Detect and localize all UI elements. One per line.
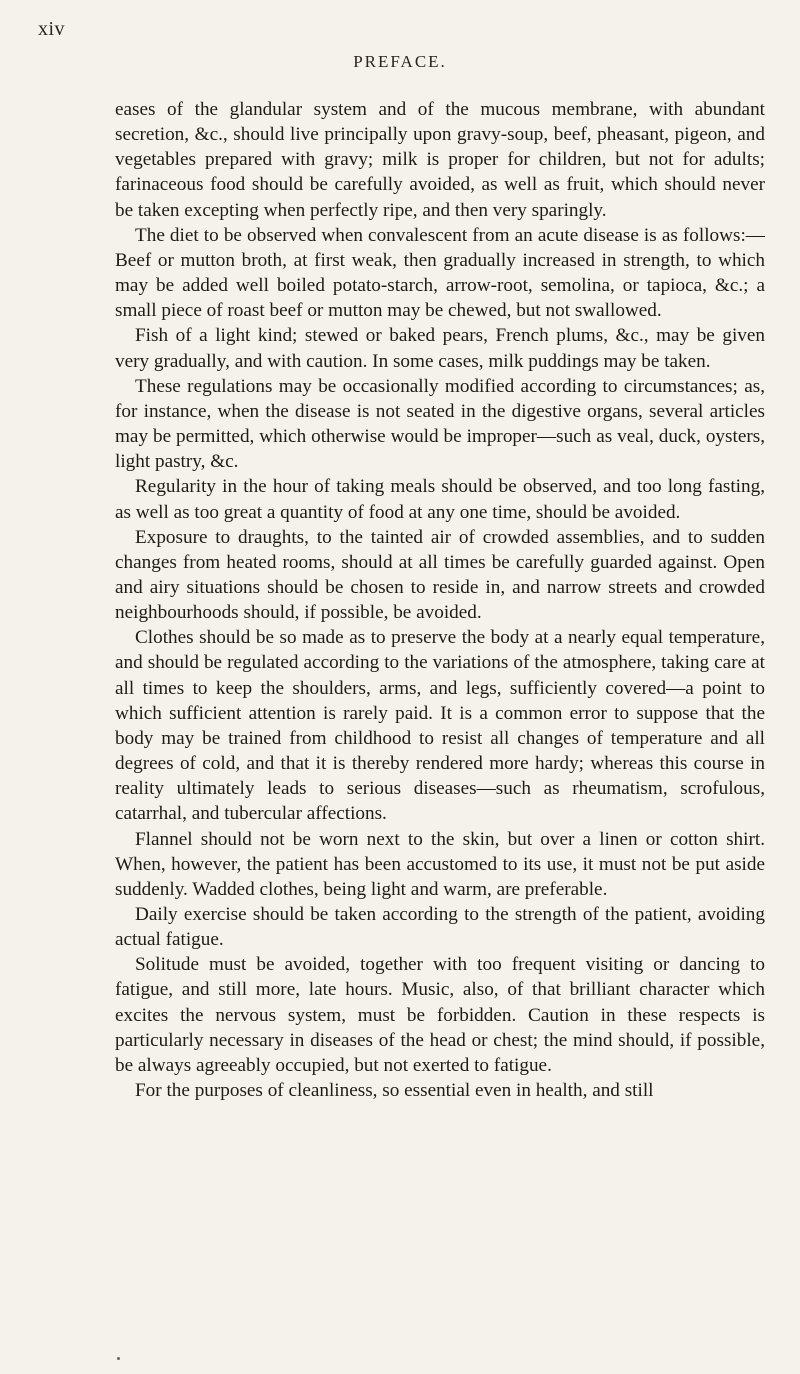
ink-speck bbox=[117, 1357, 120, 1360]
paragraph: Flannel should not be worn next to the skin, but over a linen or cotton shirt. When, however, the patient has been accustomed to its use, it must not be put aside suddenly. Wadded clothes, being light and warm, are preferable. bbox=[115, 828, 765, 900]
page-number: xiv bbox=[38, 18, 66, 40]
paragraph: Solitude must be avoided, together with too frequent visiting or dancing to fatigue, and still more, late hours. Music, also, of that brilliant character which excites the nervous system, must be forbidden. Caution in these respects is particularly necessary in diseases of the head or chest; the mind should, if possible, be always agreeably occupied, but not exerted to fatigue. bbox=[115, 954, 765, 1076]
running-head: PREFACE. bbox=[353, 52, 447, 71]
paragraph: The diet to be observed when convalescent from an acute disease is as follows:—Beef or mutton broth, at first weak, then gradually increased in strength, to which may be added well boiled potato-starch, arrow-root, semolina, or tapioca, &c.; a small piece of roast beef or mutton may be chewed, but not swallowed. bbox=[115, 224, 765, 322]
paragraph: Exposure to draughts, to the tainted air of crowded assemblies, and to sudden changes from heated rooms, should at all times be carefully guarded against. Open and airy situations should be chosen to reside in, and narrow streets and crowded neighbourhoods should, if possible, be avoided. bbox=[115, 526, 765, 624]
paragraph: Regularity in the hour of taking meals should be observed, and too long fasting, as well as too great a quantity of food at any one time, should be avoided. bbox=[115, 476, 765, 523]
paragraph: eases of the glandular system and of the mucous membrane, with abundant secretion, &c., should live principally upon gravy-soup, beef, pheasant, pigeon, and vegetables prepared with gravy; milk is proper for children, but not for adults; farinaceous food should be carefully avoided, as well as fruit, which should never be taken excepting when perfectly ripe, and then very sparingly. bbox=[115, 99, 765, 221]
paragraph: These regulations may be occasionally modified according to circumstances; as, for instance, when the disease is not seated in the digestive organs, several articles may be permitted, which otherwise would be improper—such as veal, duck, oysters, light pastry, &c. bbox=[115, 375, 765, 473]
body-text bbox=[115, 97, 765, 1103]
paragraph: Clothes should be so made as to preserve the body at a nearly equal temperature, and should be regulated according to the variations of the atmosphere, taking care at all times to keep the shoulders, arms, and legs, sufficiently covered—a point to which sufficient attention is rarely paid. It is a common error to suppose that the body may be trained from childhood to resist all changes of temperature and all degrees of cold, and that it is thereby rendered more hardy; whereas this course in reality ultimately leads to serious diseases—such as rheumatism, scrofulous, catarrhal, and tubercular affections. bbox=[115, 627, 765, 825]
paragraph: For the purposes of cleanliness, so essential even in health, and still bbox=[135, 1080, 654, 1102]
paragraph: Daily exercise should be taken according to the strength of the patient, avoiding actual fatigue. bbox=[115, 904, 765, 951]
paragraph: Fish of a light kind; stewed or baked pears, French plums, &c., may be given very gradually, and with caution. In some cases, milk puddings may be taken. bbox=[115, 325, 765, 372]
